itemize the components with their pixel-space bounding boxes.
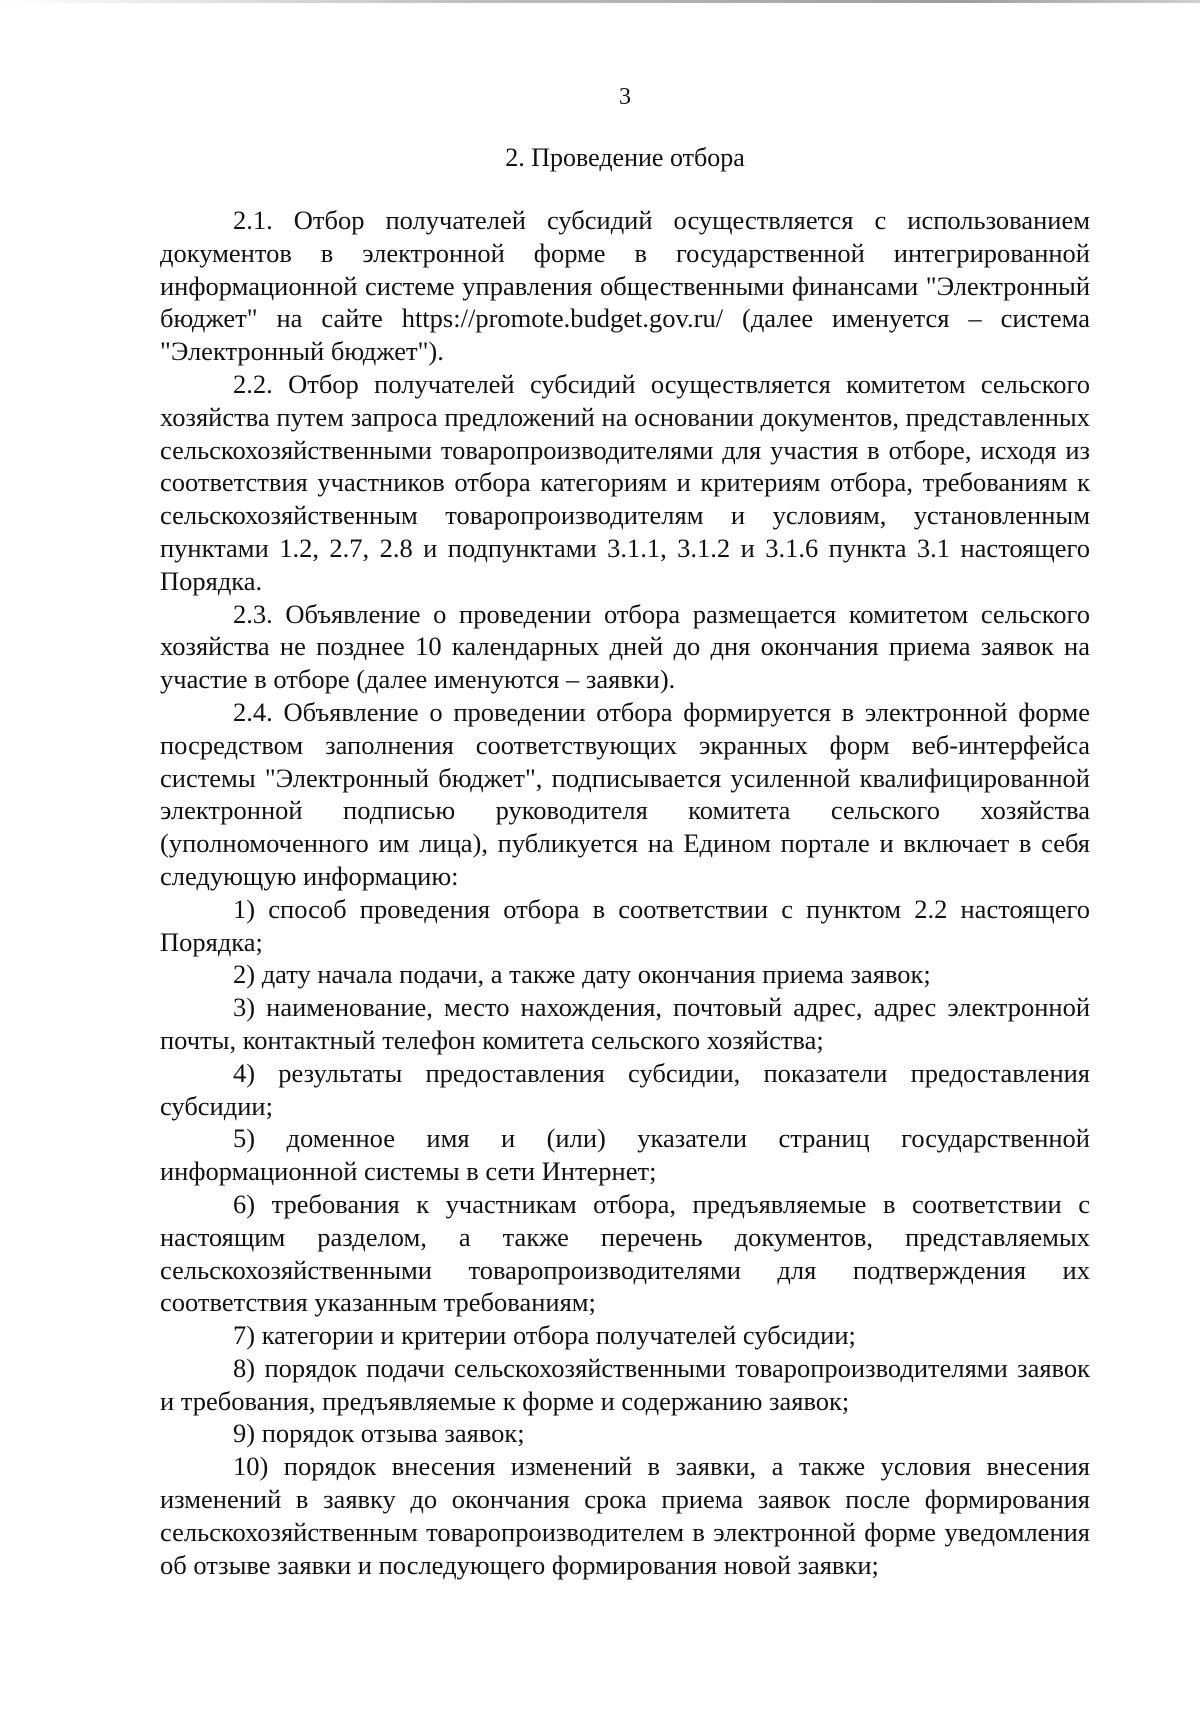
paragraph-2-3: 2.3. Объявление о проведении отбора размещается комитетом сельского хозяйства не позднее 10 календарных дней до дня окончания приема заявок на участие в отборе (далее именуются – заявки). [160,598,1090,695]
scan-top-edge [0,0,1200,3]
section-title: 2. Проведение отбора [505,143,745,172]
document-body [160,204,1090,1581]
list-item-1: 1) способ проведения отбора в соответствии с пунктом 2.2 настоящего Порядка; [160,893,1090,957]
list-item-3: 3) наименование, место нахождения, почтовый адрес, адрес электронной почты, контактный телефон комитета сельского хозяйства; [160,992,1090,1055]
paragraph-2-2: 2.2. Отбор получателей субсидий осуществляется комитетом сельского хозяйства путем запроса предложений на основании документов, представленных сельскохозяйственными товаропроизводителями для участия в отборе, исходя из соответствия участников отбора категориям и критериям отбора, требованиям к сельскохозяйственным товаропроизводителям и условиям, установленным пунктами 1.2, 2.7, 2.8 и подпунктами 3.1.1, 3.1.2 и 3.1.6 пункта 3.1 настоящего Порядка. [160,368,1090,596]
list-item-6: 6) требования к участникам отбора, предъявляемые в соответствии с настоящим разделом, а также перечень документов, представляемых сельскохозяйственными товаропроизводителями для подтверждения их соответствия указанным требованиям; [160,1188,1090,1318]
list-item-2: 2) дату начала подачи, а также дату окончания приема заявок; [233,959,931,990]
list-item-8: 8) порядок подачи сельскохозяйственными товаропроизводителями заявок и требования, предъявляемые к форме и содержанию заявок; [160,1352,1090,1416]
list-item-5: 5) доменное имя и (или) указатели страниц государственной информационной системы в сети Интернет; [160,1123,1090,1187]
list-item-4: 4) результаты предоставления субсидии, показатели предоставления субсидии; [160,1057,1090,1121]
list-item-9: 9) порядок отзыва заявок; [233,1418,525,1449]
paragraph-2-4: 2.4. Объявление о проведении отбора формируется в электронной форме посредством заполнения соответствующих экранных форм веб-интерфейса системы "Электронный бюджет", подписывается усиленной квалифицированной электронной подписью руководителя комитета сельского хозяйства (уполномоченного им лица), публикуется на Едином портале и включает в себя следующую информацию: [160,696,1090,891]
page-number: 3 [619,84,631,110]
paragraph-2-1: 2.1. Отбор получателей субсидий осуществляется с использованием документов в электронной форме в государственной интегрированной информационной системе управления общественными финансами "Электронный бюджет" на сайте https://promote.budget.gov.ru/ (далее именуется – система "Электронный бюджет"). [160,205,1090,367]
list-item-10: 10) порядок внесения изменений в заявки, а также условия внесения изменений в заявку до окончания срока приема заявок после формирования сельскохозяйственным товаропроизводителем в электронной форме уведомления об отзыве заявки и последующего формирования новой заявки; [160,1451,1090,1580]
list-item-7: 7) категории и критерии отбора получателей субсидии; [233,1320,856,1351]
